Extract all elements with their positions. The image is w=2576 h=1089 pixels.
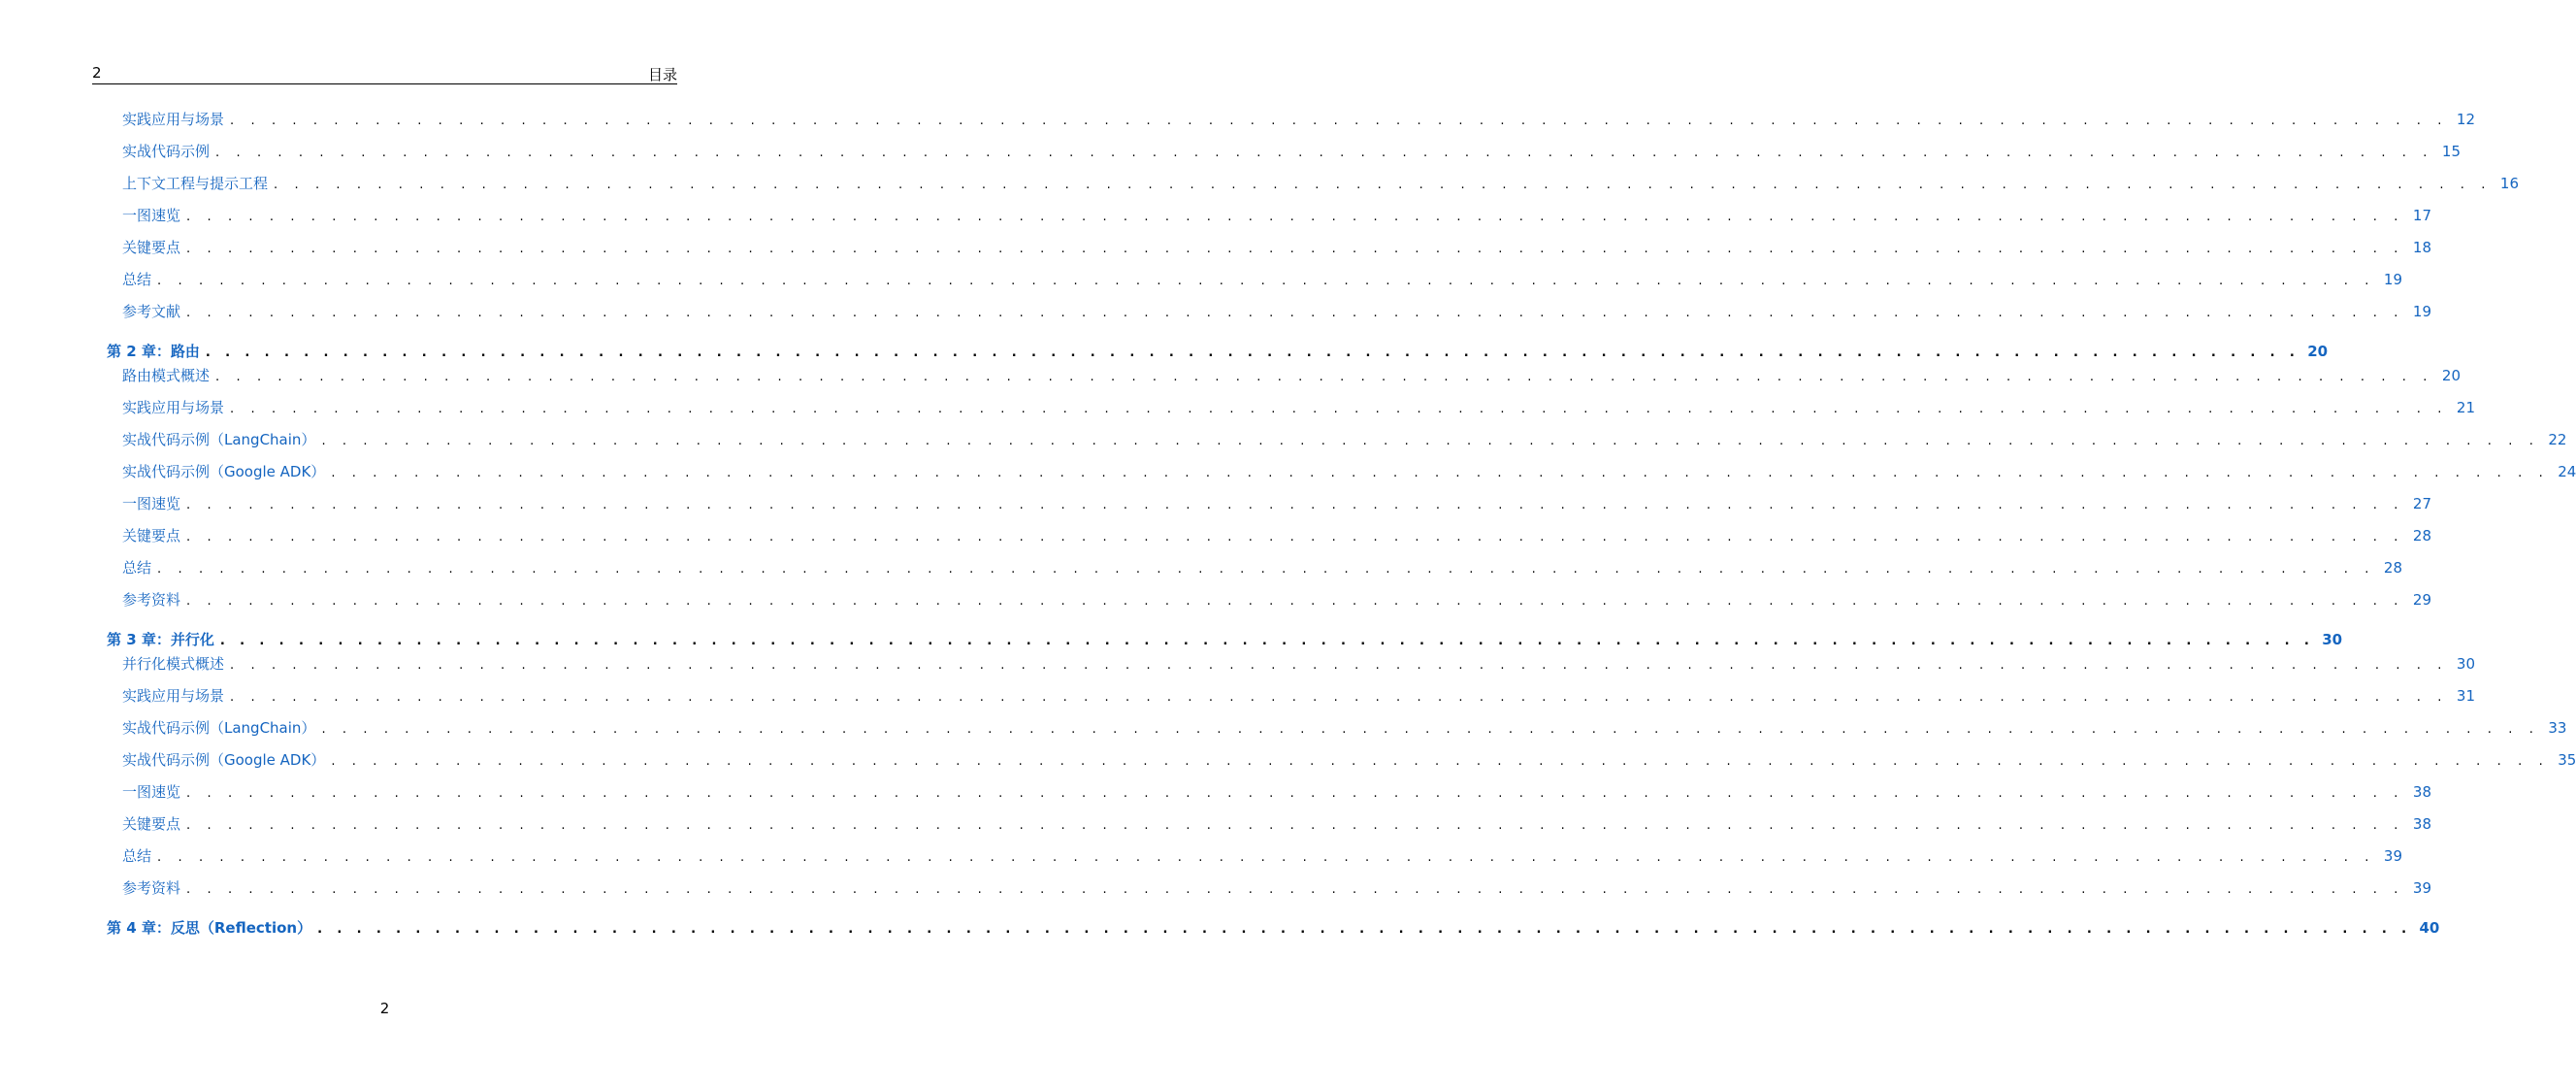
toc-section-entry[interactable] <box>122 397 2475 418</box>
toc-section-entry[interactable] <box>122 845 2402 867</box>
toc-entry-title: 参考资料 <box>122 591 181 609</box>
header-page-number: 2 <box>92 64 102 82</box>
toc-dot-leader: . . . . . . . . . . . . . . . . . . . . . . . . . . . . . . . . . . . . . . . . . . . . . . . . . . . . . . . . . . . . . . . . . . . . . . . . . . . . . . . . . . . . . . . . . . . . . . . . . . . . . . . . . . . <box>157 562 2375 577</box>
toc-dot-leader: . . . . . . . . . . . . . . . . . . . . . . . . . . . . . . . . . . . . . . . . . . . . . . . . . . . . . . . . . . . . . . . . . . . . . . . . . . . . . . . . . . . . . . . . . . . . . . . . . . . . . . . . . . . <box>186 210 2404 224</box>
toc-section-entry[interactable] <box>122 749 2576 771</box>
footer-page-number: 2 <box>379 1000 390 1017</box>
toc-section-entry[interactable] <box>122 205 2431 226</box>
toc-entry-page-number: 30 <box>2456 655 2475 673</box>
toc-dot-leader: . . . . . . . . . . . . . . . . . . . . . . . . . . . . . . . . . . . . . . . . . . . . . . . . . . . . . . . . . . . . . . . . . . . . . . . . . . . . . . . . . . . . . . . . . . . . . . . . . . . . . . . . . . . <box>215 370 2433 384</box>
toc-section-entry[interactable] <box>122 589 2431 610</box>
toc-dot-leader: . . . . . . . . . . . . . . . . . . . . . . . . . . . . . . . . . . . . . . . . . . . . . . . . . . . . . . . . . . . . . . . . . . . . . . . . . . . . . . . . . . . . . . . . . . . . . . . . . . . . . . . . . . . <box>186 530 2404 544</box>
toc-entry-title: 实践应用与场景 <box>122 687 225 705</box>
toc-dot-leader: . . . . . . . . . . . . . . . . . . . . . . . . . . . . . . . . . . . . . . . . . . . . . . . . . . . . . . . . . . . . . . . . . . . . . . . . . . . . . . . . . . . . . . . . . . . . . . . . . . . . . . . . . . . <box>186 818 2404 833</box>
toc-entry-page-number: 27 <box>2412 495 2431 512</box>
toc-entry-title: 实践应用与场景 <box>122 111 225 128</box>
toc-chapter-entry[interactable] <box>107 917 2440 939</box>
toc-section-entry[interactable] <box>122 877 2431 899</box>
toc-section-entry[interactable] <box>122 429 2567 450</box>
toc-dot-leader: . . . . . . . . . . . . . . . . . . . . . . . . . . . . . . . . . . . . . . . . . . . . . . . . . . . . . . . . . . . . . . . . . . . . . . . . . . . . . . . . . . . . . . . . . . . . . . . . . . . . . . . . . . . <box>230 658 2448 673</box>
toc-entry-title: 总结 <box>122 271 152 288</box>
toc-entry-page-number: 24 <box>2558 463 2576 480</box>
toc-section-entry[interactable] <box>122 237 2431 258</box>
toc-entry-page-number: 19 <box>2412 303 2431 320</box>
toc-entry-page-number: 31 <box>2456 687 2475 705</box>
toc-section-entry[interactable] <box>122 173 2519 194</box>
toc-dot-leader: . . . . . . . . . . . . . . . . . . . . . . . . . . . . . . . . . . . . . . . . . . . . . . . . . . . . . . . . . . . . . . . . . . . . . . . . . . . . . . . . . . . . . . . . . . . . . . . . . . . . . . . . . . . <box>321 722 2540 737</box>
toc-entry-page-number: 30 <box>2322 631 2343 648</box>
toc-dot-leader: . . . . . . . . . . . . . . . . . . . . . . . . . . . . . . . . . . . . . . . . . . . . . . . . . . . . . . . . . . . . . . . . . . . . . . . . . . . . . . . . . . . . . . . . . . . . . . . . . . . . . . . . . . . <box>215 146 2433 160</box>
toc-section-entry[interactable] <box>122 685 2475 707</box>
toc-entry-page-number: 20 <box>2441 367 2461 384</box>
toc-entry-page-number: 19 <box>2383 271 2402 288</box>
toc-dot-leader: . . . . . . . . . . . . . . . . . . . . . . . . . . . . . . . . . . . . . . . . . . . . . . . . . . . . . . . . . . . . . . . . . . . . . . . . . . . . . . . . . . . . . . . . . . . . . . . . . . . . . . . . . . . <box>186 242 2404 256</box>
toc-entry-title: 一图速览 <box>122 495 181 512</box>
toc-section-entry[interactable] <box>122 781 2431 803</box>
toc-entry-title: 总结 <box>122 847 152 865</box>
toc-entry-title: 实战代码示例（Google ADK） <box>122 463 326 480</box>
toc-section-entry[interactable] <box>122 493 2431 514</box>
toc-entry-page-number: 20 <box>2307 343 2329 360</box>
toc-section-entry[interactable] <box>122 813 2431 835</box>
toc-section-entry[interactable] <box>122 269 2402 290</box>
toc-entry-title: 实战代码示例（LangChain） <box>122 431 316 448</box>
toc-dot-leader: . . . . . . . . . . . . . . . . . . . . . . . . . . . . . . . . . . . . . . . . . . . . . . . . . . . . . . . . . . . . . . . . . . . . . . . . . . . . . . . . . . . . . . . . . . . . . . . . . . . . . . . . . . . <box>230 114 2448 128</box>
toc-section-entry[interactable] <box>122 653 2475 675</box>
toc-entry-page-number: 15 <box>2441 143 2461 160</box>
toc-entry-page-number: 39 <box>2383 847 2402 865</box>
toc-dot-leader: . . . . . . . . . . . . . . . . . . . . . . . . . . . . . . . . . . . . . . . . . . . . . . . . . . . . . . . . . . . . . . . . . . . . . . . . . . . . . . . . . . . . . . . . . . . . . . . . . . . . . . . . . . . <box>331 466 2550 480</box>
toc-entry-page-number: 35 <box>2558 751 2576 769</box>
toc-entry-title: 实战代码示例（LangChain） <box>122 719 316 737</box>
toc-dot-leader: . . . . . . . . . . . . . . . . . . . . . . . . . . . . . . . . . . . . . . . . . . . . . . . . . . . . . . . . . . . . . . . . . . . . . . . . . . . . . . . . . . . . . . . . . . . . . . . . . . . . . . . . . . . <box>331 754 2550 769</box>
toc-entry-title: 总结 <box>122 559 152 577</box>
toc-entry-title: 一图速览 <box>122 207 181 224</box>
toc-entry-page-number: 28 <box>2412 527 2431 544</box>
toc-section-entry[interactable] <box>122 525 2431 546</box>
toc-entry-page-number: 28 <box>2383 559 2402 577</box>
toc-entry-title: 路由模式概述 <box>122 367 211 384</box>
toc-entry-title: 一图速览 <box>122 783 181 801</box>
toc-entry-page-number: 16 <box>2499 175 2519 192</box>
toc-entry-title: 上下文工程与提示工程 <box>122 175 269 192</box>
toc-dot-leader: . . . . . . . . . . . . . . . . . . . . . . . . . . . . . . . . . . . . . . . . . . . . . . . . . . . . . . . . . . . . . . . . . . . . . . . . . . . . . . . . . . . . . . . . . . . . . . . . . . . . . . . . . . . <box>157 274 2375 288</box>
toc-entry-title: 第 2 章：路由 <box>107 343 200 360</box>
toc-entry-page-number: 18 <box>2412 239 2431 256</box>
toc-entry-page-number: 12 <box>2456 111 2475 128</box>
toc-dot-leader: . . . . . . . . . . . . . . . . . . . . . . . . . . . . . . . . . . . . . . . . . . . . . . . . . . . . . . . . . . . . . . . . . . . . . . . . . . . . . . . . . . . . . . . . . . . . . . . . . . . . . . . . . . . <box>186 498 2404 512</box>
toc-section-entry[interactable] <box>122 141 2461 162</box>
toc-section-entry[interactable] <box>122 109 2475 130</box>
toc-entry-title: 实战代码示例 <box>122 143 211 160</box>
toc-entry-title: 关键要点 <box>122 527 181 544</box>
toc-dot-leader: . . . . . . . . . . . . . . . . . . . . . . . . . . . . . . . . . . . . . . . . . . . . . . . . . . . . . . . . . . . . . . . . . . . . . . . . . . . . . . . . . . . . . . . . . . . . . . . . . . . . . . . . . . . <box>186 786 2404 801</box>
toc-entry-page-number: 40 <box>2419 919 2440 937</box>
toc-entry-title: 第 4 章：反思（Reflection） <box>107 919 312 937</box>
toc-entry-page-number: 38 <box>2412 783 2431 801</box>
toc-dot-leader: . . . . . . . . . . . . . . . . . . . . . . . . . . . . . . . . . . . . . . . . . . . . . . . . . . . . . . . . . . . . . . . . . . . . . . . . . . . . . . . . . . . . . . . . . . . . . . . . . . . . . . . . . . . <box>230 690 2448 705</box>
toc-dot-leader: . . . . . . . . . . . . . . . . . . . . . . . . . . . . . . . . . . . . . . . . . . . . . . . . . . . . . . . . . . . . . . . . . . . . . . . . . . . . . . . . . . . . . . . . . . . . . . . . . . . . . . . . . . . <box>186 594 2404 609</box>
toc-section-entry[interactable] <box>122 365 2461 386</box>
toc-entry-title: 实战代码示例（Google ADK） <box>122 751 326 769</box>
toc-dot-leader: . . . . . . . . . . . . . . . . . . . . . . . . . . . . . . . . . . . . . . . . . . . . . . . . . . . . . . . . . . . . . . . . . . . . . . . . . . . . . . . . . . . . . . . . . . . . . . . . . . . . . . . . . . . <box>321 434 2540 448</box>
toc-entry-page-number: 39 <box>2412 879 2431 897</box>
toc-entry-page-number: 29 <box>2412 591 2431 609</box>
toc-dot-leader: . . . . . . . . . . . . . . . . . . . . . . . . . . . . . . . . . . . . . . . . . . . . . . . . . . . . . . . . . . . . . . . . . . . . . . . . . . . . . . . . . . . . . . . . . . . . . . . . . . . . . . . . . . . <box>219 634 2315 648</box>
toc-section-entry[interactable] <box>122 301 2431 322</box>
toc-entry-title: 参考文献 <box>122 303 181 320</box>
toc-dot-leader: . . . . . . . . . . . . . . . . . . . . . . . . . . . . . . . . . . . . . . . . . . . . . . . . . . . . . . . . . . . . . . . . . . . . . . . . . . . . . . . . . . . . . . . . . . . . . . . . . . . . . . . . . . . <box>205 346 2300 360</box>
toc-dot-leader: . . . . . . . . . . . . . . . . . . . . . . . . . . . . . . . . . . . . . . . . . . . . . . . . . . . . . . . . . . . . . . . . . . . . . . . . . . . . . . . . . . . . . . . . . . . . . . . . . . . . . . . . . . . <box>317 922 2412 937</box>
toc-entry-title: 关键要点 <box>122 239 181 256</box>
toc-entry-page-number: 22 <box>2548 431 2567 448</box>
toc-entry-title: 参考资料 <box>122 879 181 897</box>
toc-dot-leader: . . . . . . . . . . . . . . . . . . . . . . . . . . . . . . . . . . . . . . . . . . . . . . . . . . . . . . . . . . . . . . . . . . . . . . . . . . . . . . . . . . . . . . . . . . . . . . . . . . . . . . . . . . . <box>157 850 2375 865</box>
toc-section-entry[interactable] <box>122 557 2402 578</box>
toc-entry-title: 实践应用与场景 <box>122 399 225 416</box>
toc-dot-leader: . . . . . . . . . . . . . . . . . . . . . . . . . . . . . . . . . . . . . . . . . . . . . . . . . . . . . . . . . . . . . . . . . . . . . . . . . . . . . . . . . . . . . . . . . . . . . . . . . . . . . . . . . . . <box>186 306 2404 320</box>
toc-dot-leader: . . . . . . . . . . . . . . . . . . . . . . . . . . . . . . . . . . . . . . . . . . . . . . . . . . . . . . . . . . . . . . . . . . . . . . . . . . . . . . . . . . . . . . . . . . . . . . . . . . . . . . . . . . . <box>230 402 2448 416</box>
toc-section-entry[interactable] <box>122 461 2576 482</box>
toc-entry-title: 并行化模式概述 <box>122 655 225 673</box>
toc-section-entry[interactable] <box>122 717 2567 739</box>
toc-entry-title: 关键要点 <box>122 815 181 833</box>
toc-entry-page-number: 33 <box>2548 719 2567 737</box>
toc-chapter-entry[interactable] <box>107 629 2343 650</box>
toc-chapter-entry[interactable] <box>107 341 2329 362</box>
toc-entry-title: 第 3 章：并行化 <box>107 631 214 648</box>
toc-dot-leader: . . . . . . . . . . . . . . . . . . . . . . . . . . . . . . . . . . . . . . . . . . . . . . . . . . . . . . . . . . . . . . . . . . . . . . . . . . . . . . . . . . . . . . . . . . . . . . . . . . . . . . . . . . . <box>186 882 2404 897</box>
running-header <box>92 62 677 84</box>
toc-entry-page-number: 21 <box>2456 399 2475 416</box>
toc-entry-page-number: 38 <box>2412 815 2431 833</box>
header-title: 目录 <box>647 66 677 83</box>
toc-entry-page-number: 17 <box>2412 207 2431 224</box>
toc-dot-leader: . . . . . . . . . . . . . . . . . . . . . . . . . . . . . . . . . . . . . . . . . . . . . . . . . . . . . . . . . . . . . . . . . . . . . . . . . . . . . . . . . . . . . . . . . . . . . . . . . . . . . . . . . . . <box>274 178 2492 192</box>
